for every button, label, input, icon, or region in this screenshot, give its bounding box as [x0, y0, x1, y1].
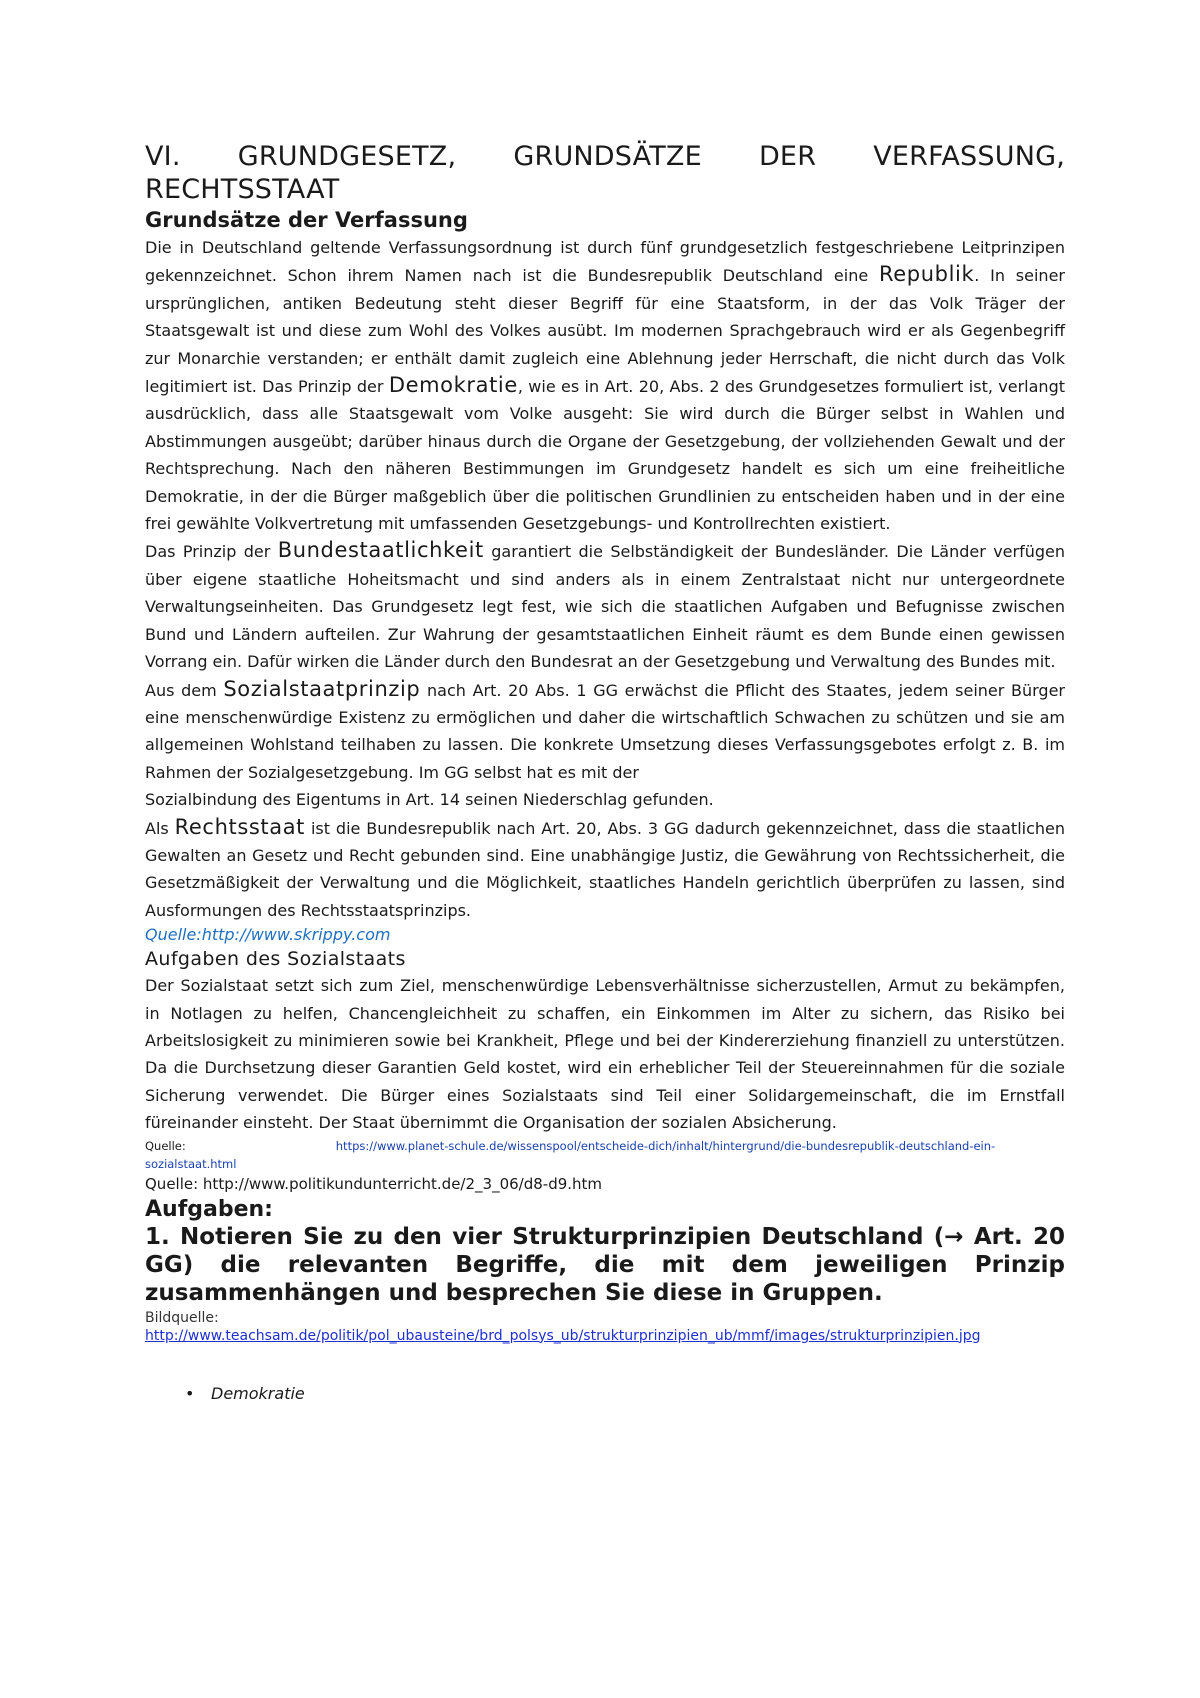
- paragraph-rechtsstaat: Als Rechtsstaat ist die Bundesrepublik nach Art. 20, Abs. 3 GG dadurch gekennzeichnet, dass die staatlichen Gewalten an Gesetz und Recht gebunden sind. Eine unabhängige Justiz, die Gewährung von Rechtssicherheit, die Gesetzmäßigkeit der Verwaltung und die Möglichkeit, staatliches Handeln gerichtlich überprüfen zu lassen, sind Ausformungen des Rechtsstaatsprinzips.: [145, 814, 1066, 920]
- page-title: VI. GRUNDGESETZ, GRUNDSÄTZE DER VERFASSUNG, RECHTSSTAAT: [145, 141, 1065, 205]
- section-heading-grundsaetze: Grundsätze der Verfassung: [145, 208, 468, 232]
- term-republik: Republik: [879, 262, 975, 287]
- document-content: [145, 140, 1065, 1405]
- paragraph-sozialstaat: Aus dem Sozialstaatprinzip nach Art. 20 Abs. 1 GG erwächst die Pflicht des Staates, jedem seiner Bürger eine menschenwürdige Existenz zu ermöglichen und daher die wirtschaftlich Schwachen zu schützen und sie am allgemeinen Wohlstand teilhaben zu lassen. Die konkrete Umsetzung dieses Verfassungsgebotes erfolgt z. B. im Rahmen der Sozialgesetzgebung. Im GG selbst hat es mit der: [145, 676, 1066, 782]
- source-politikundunterricht: Quelle: http://www.politikundunterricht.de/2_3_06/d8-d9.htm: [145, 1174, 603, 1193]
- paragraph-republik-demokratie: Die in Deutschland geltende Verfassungsordnung ist durch fünf grundgesetzlich festgeschriebene Leitprinzipen gekennzeichnet. Schon ihrem Namen nach ist die Bundesrepublik Deutschland eine Republik. In seiner ursprünglichen, antiken Bedeutung steht dieser Begriff für eine Staatsform, in der das Volk Träger der Staatsgewalt ist und diese zum Wohl des Volkes ausübt. Im modernen Sprachgebrauch wird er als Gegenbegriff zur Monarchie verstanden; er enthält damit zugleich eine Ablehnung jeder Herrschaft, die nicht durch das Volk legitimiert ist. Das Prinzip der Demokratie, wie es in Art. 20, Abs. 2 des Grundgesetzes formuliert ist, verlangt ausdrücklich, dass alle Staatsgewalt vom Volke ausgeht: Sie wird durch die Bürger selbst in Wahlen und Abstimmungen ausgeübt; darüber hinaus durch die Organe der Gesetzgebung, der vollziehenden Gewalt und der Rechtsprechung. Nach den näheren Bestimmungen im Grundgesetz handelt es sich um eine freiheitliche Demokratie, in der die Bürger maßgeblich über die politischen Grundlinien zu entscheiden haben und in der eine frei gewählte Volkvertretung mit umfassenden Gesetzgebungs- und Kontrollrechten existiert.: [145, 238, 1065, 534]
- source-skrippy-link[interactable]: Quelle:http://www.skrippy.com: [145, 925, 391, 945]
- paragraph-bundesstaat: Das Prinzip der Bundestaatlichkeit garantiert die Selbständigkeit der Bundesländer. Die Länder verfügen über eigene staatliche Hoheitsmacht und sind anders als in einem Zentralstaat nicht nur untergeordnete Verwaltungseinheiten. Das Grundgesetz legt fest, wie sich die staatlichen Aufgaben und Befugnisse zwischen Bund und Ländern aufteilen. Zur Wahrung der gesamtstaatlichen Einheit räumt es dem Bunde einen gewissen Vorrang ein. Dafür wirken die Länder durch den Bundesrat an der Gesetzgebung und Verwaltung des Bundes mit.: [145, 538, 1066, 672]
- bullet-icon: •: [185, 1383, 195, 1403]
- paragraph-sozialbindung: Sozialbindung des Eigentums in Art. 14 seinen Niederschlag gefunden.: [145, 790, 714, 810]
- image-source-label: Bildquelle:: [145, 1309, 219, 1326]
- list-item: [185, 1383, 1065, 1405]
- term-sozialstaatprinzip: Sozialstaatprinzip: [223, 676, 421, 701]
- tasks-heading: Aufgaben:: [145, 1196, 273, 1222]
- term-demokratie: Demokratie: [388, 373, 518, 398]
- image-source: [145, 1309, 1065, 1345]
- term-bundesstaatlichkeit: Bundestaatlichkeit: [277, 538, 484, 563]
- source-planet-schule-link[interactable]: https://www.planet-schule.de/wissenspool/entscheide-dich/inhalt/hintergrund/die-bundesrepublik-deutschland-ein-sozialstaat.html: [145, 1138, 996, 1171]
- section-heading-sozialstaat: Aufgaben des Sozialstaats: [145, 948, 406, 971]
- paragraph-aufgaben-sozialstaat: Der Sozialstaat setzt sich zum Ziel, menschenwürdige Lebensverhältnisse sicherzustellen, Armut zu bekämpfen, in Notlagen zu helfen, Chancengleichheit zu schaffen, ein Einkommen im Alter zu sichern, das Risiko bei Arbeitslosigkeit zu minimieren sowie bei Krankheit, Pflege und bei der Kindererziehung finanziell zu unterstützen. Da die Durchsetzung dieser Garantien Geld kostet, wird ein erheblicher Teil der Steuereinnahmen für die soziale Sicherung verwendet. Die Bürger eines Sozialstaats sind Teil einer Solidargemeinschaft, die im Ernstfall füreinander einsteht. Der Staat übernimmt die Organisation der sozialen Absicherung.: [145, 976, 1065, 1133]
- source-planet-schule: Quelle: https://www.planet-schule.de/wissenspool/entscheide-dich/inhalt/hintergrund/die-bundesrepublik-deutschland-ein-sozialstaat.html: [145, 1138, 996, 1171]
- image-source-link[interactable]: http://www.teachsam.de/politik/pol_ubausteine/brd_polsys_ub/strukturprinzipien_ub/mmf/images/strukturprinzipien.jpg: [145, 1327, 981, 1344]
- task-1: 1. Notieren Sie zu den vier Strukturprinzipien Deutschland (→ Art. 20 GG) die relevanten Begriffe, die mit dem jeweiligen Prinzip zusammenhängen und besprechen Sie diese in Gruppen.: [145, 1223, 1065, 1306]
- bullet-label: Demokratie: [211, 1383, 305, 1403]
- term-rechtsstaat: Rechtsstaat: [174, 814, 306, 839]
